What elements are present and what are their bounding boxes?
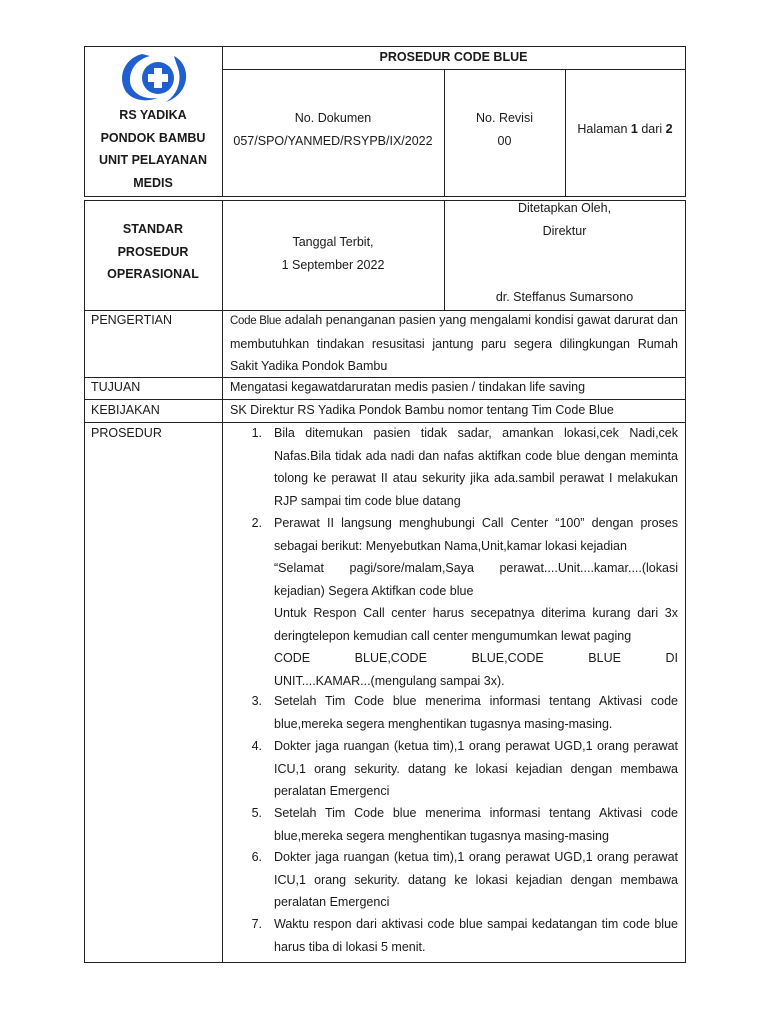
- kebijakan-label: KEBIJAKAN: [91, 403, 160, 417]
- doc-number-label: No. Dokumen: [294, 111, 372, 125]
- table2-border-left: [84, 200, 85, 962]
- step-number: 7.: [251, 917, 262, 931]
- hospital-name-line: RS YADIKA: [119, 108, 187, 122]
- hospital-name-line: UNIT PELAYANAN: [98, 153, 208, 167]
- hospital-name: [84, 104, 222, 194]
- step-line: ICU,1 orang sekurity. datang ke lokasi kejadian dengan membawa: [274, 761, 678, 776]
- table-border-top: [84, 46, 685, 47]
- doc-number-value: 057/SPO/YANMED/RSYPB/IX/2022: [233, 133, 433, 148]
- pengertian-line: Sakit Yadika Pondok Bambu: [230, 359, 388, 373]
- page-current: 1: [630, 122, 638, 136]
- step-line: Setelah Tim Code blue menerima informasi tentang Aktivasi code: [274, 694, 678, 708]
- tujuan-text: Mengatasi kegawatdaruratan medis pasien / tindakan life saving: [230, 380, 586, 394]
- label-col-divider: [222, 200, 223, 962]
- pengertian-line: membutuhkan tindakan resusitasi jantung paru segera dilingkungan Rumah: [230, 336, 678, 351]
- kebijakan-text: SK Direktur RS Yadika Pondok Bambu nomor tentang Tim Code Blue: [230, 403, 614, 417]
- step-line: Nafas.Bila tidak ada nadi dan nafas aktifkan code blue dengan meminta: [274, 448, 678, 463]
- issue-date: [222, 231, 444, 276]
- hospital-logo: [112, 48, 200, 106]
- step-line: UNIT....KAMAR...(mengulang sampai 3x).: [274, 673, 505, 688]
- step-number: 2.: [251, 516, 262, 530]
- pengertian-label: PENGERTIAN: [91, 313, 173, 327]
- step-line: Dokter jaga ruangan (ketua tim),1 orang perawat UGD,1 orang perawat: [274, 739, 678, 753]
- procedure-step: [230, 512, 678, 692]
- step-line: Dokter jaga ruangan (ketua tim),1 orang perawat UGD,1 orang perawat: [274, 850, 678, 864]
- step-line: Perawat II langsung menghubungi Call Center “100” dengan proses: [274, 516, 678, 530]
- table2-border-bottom: [84, 962, 686, 963]
- revision-value: 00: [497, 133, 512, 148]
- page-total: 2: [665, 122, 673, 136]
- approver-name: dr. Steffanus Sumarsono: [495, 290, 634, 304]
- issue-date-value: 1 September 2022: [281, 257, 385, 272]
- step-line: RJP sampai tim code blue datang: [274, 493, 461, 508]
- step-line: harus tiba di lokasi 5 menit.: [274, 939, 426, 954]
- hospital-name-line: PONDOK BAMBU: [100, 130, 206, 145]
- sop-label-line: OPERASIONAL: [107, 267, 199, 281]
- step-line: Bila ditemukan pasien tidak sadar, amankan lokasi,cek Nadi,cek: [274, 426, 678, 440]
- step-line: blue,mereka segera menghentikan tugasnya masing-masing.: [274, 716, 613, 731]
- approved-by-label: Ditetapkan Oleh,: [517, 201, 612, 215]
- pengertian-text: [230, 309, 678, 378]
- table2-border-right: [685, 200, 686, 962]
- step-number: 5.: [251, 806, 262, 820]
- doc-number-cell: [222, 107, 444, 152]
- procedure-step: [230, 422, 678, 512]
- step-line: Waktu respon dari aktivasi code blue sampai kedatangan tim code blue: [274, 917, 678, 931]
- sop-label: [84, 218, 222, 286]
- approved-by-title: Direktur: [542, 223, 587, 238]
- step-line: ICU,1 orang sekurity. datang ke lokasi kejadian dengan membawa: [274, 872, 678, 887]
- pengertian-line: Code Blue adalah penanganan pasien yang mengalami kondisi gawat darurat dan: [230, 313, 678, 327]
- prosedur-label: PROSEDUR: [91, 426, 162, 440]
- page-number: [565, 118, 685, 141]
- approved-by: [444, 197, 685, 242]
- step-line: sebagai berikut: Menyebutkan Nama,Unit,kamar lokasi kejadian: [274, 538, 627, 553]
- step-line: peralatan Emergenci: [274, 784, 390, 798]
- procedure-step: [230, 735, 678, 803]
- hospital-name-line: MEDIS: [133, 175, 173, 190]
- step-number: 4.: [251, 739, 262, 753]
- step-number: 6.: [251, 850, 262, 864]
- procedure-step: [230, 846, 678, 914]
- procedure-step: [230, 690, 678, 735]
- step-line: peralatan Emergenci: [274, 895, 390, 909]
- tujuan-label: TUJUAN: [91, 380, 141, 394]
- procedure-step: [230, 913, 678, 958]
- step-line: kejadian) Segera Aktifkan code blue: [274, 583, 474, 598]
- page-prefix: Halaman: [577, 122, 628, 136]
- procedure-step: [230, 802, 678, 847]
- step-number: 3.: [251, 694, 262, 708]
- step-line: “Selamat pagi/sore/malam,Saya perawat....Unit....kamar....(lokasi: [274, 561, 678, 575]
- title-row-divider: [222, 69, 685, 70]
- code-blue-term: Code Blue: [230, 315, 282, 327]
- step-number: 1.: [251, 426, 262, 440]
- step-line: CODE BLUE,CODE BLUE,CODE BLUE DI: [274, 651, 678, 665]
- step-line: Untuk Respon Call center harus secepatnya diterima kurang dari 3x: [274, 606, 678, 620]
- step-line: blue,mereka segera menghentikan tugasnya masing-masing: [274, 828, 609, 843]
- step-line: tolong ke perawat II atau sekurity jika ada.sambil perawat I melakukan: [274, 471, 678, 485]
- document-title: PROSEDUR CODE BLUE: [379, 50, 528, 64]
- revision-label: No. Revisi: [476, 111, 533, 125]
- step-line: Setelah Tim Code blue menerima informasi tentang Aktivasi code: [274, 806, 678, 820]
- step-line: deringtelepon kemudian call center mengumumkan lewat paging: [274, 628, 632, 643]
- sop-label-line: STANDAR: [122, 222, 184, 236]
- issue-date-label: Tanggal Terbit,: [292, 235, 374, 249]
- revision-cell: [444, 107, 565, 152]
- page-middle: dari: [641, 122, 663, 136]
- hospital-logo-icon: [112, 48, 200, 106]
- table1-border-right: [685, 46, 686, 197]
- sop-label-line: PROSEDUR: [117, 244, 189, 259]
